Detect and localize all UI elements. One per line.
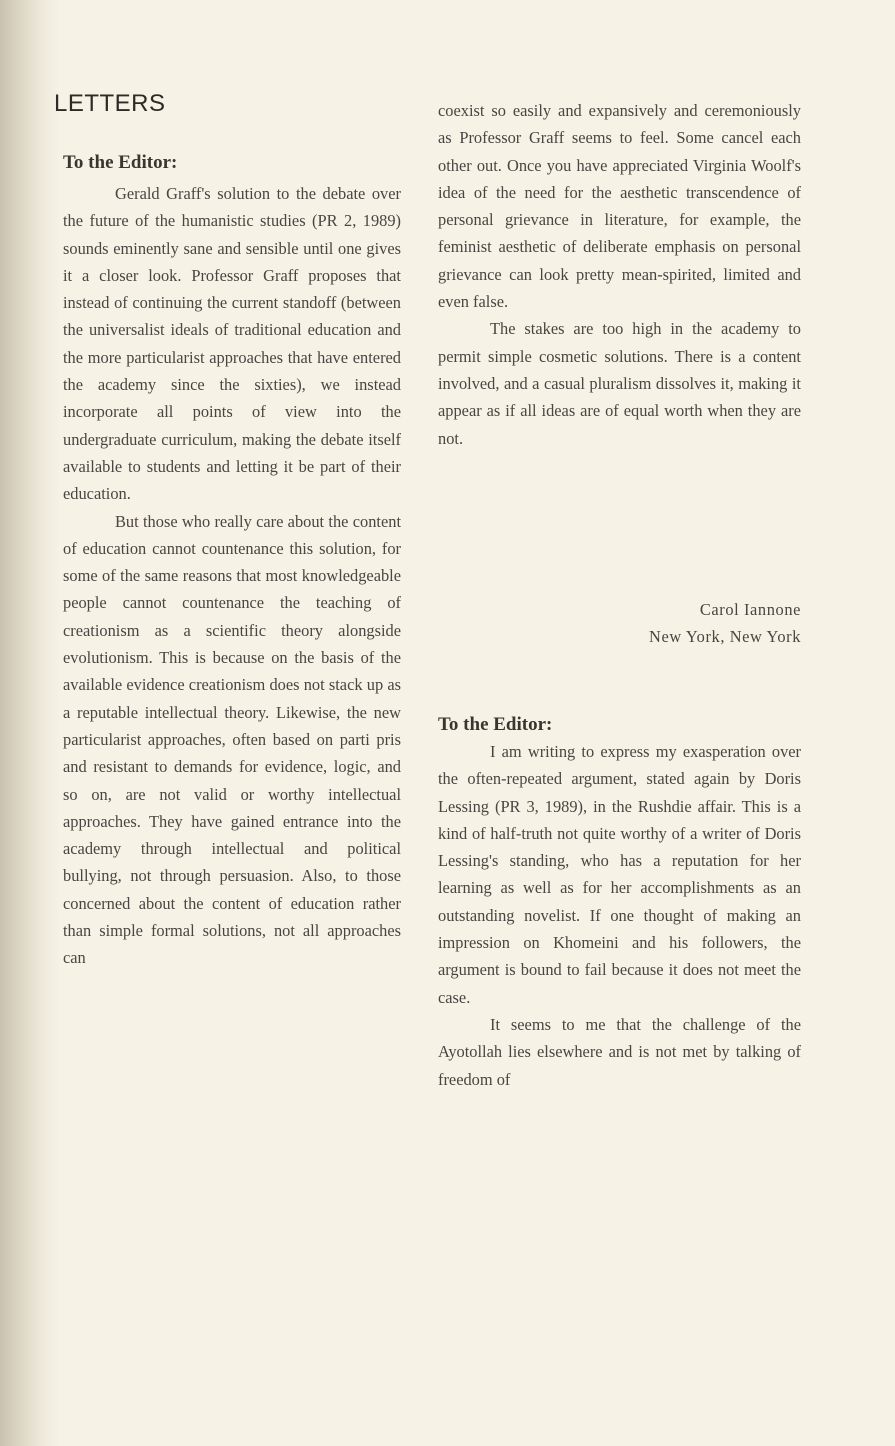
letter2-paragraph: It seems to me that the challenge of the Ayotollah lies elsewhere and is not met by talking of freedom of [438, 1014, 801, 1089]
letter1-body-right [438, 97, 801, 452]
letter1-body-left [63, 180, 401, 972]
letter1-paragraph: coexist so easily and expansively and ceremoniously as Professor Graff seems to feel. Some cancel each other out. Once you have appreciated Virginia Woolf's idea of the need for the aesthetic transcendence of personal grievance in literature, for example, the feminist aesthetic of deliberate emphasis on personal grievance can look pretty mean-spirited, limited and even false. [438, 101, 801, 312]
section-title: LETTERS [54, 90, 166, 117]
signature-name: Carol Iannone [699, 600, 801, 619]
letter2-salutation: To the Editor: [438, 714, 553, 735]
letter1-signature [649, 596, 801, 651]
letter1-paragraph: Gerald Graff's solution to the debate over the future of the humanistic studies (PR 2, 1989) sounds eminently sane and sensible until one gives it a closer look. Professor Graff proposes that instead of continuing the current standoff (between the universalist ideals of traditional education and the more particularist approaches that have entered the academy since the sixties), we instead incorporate all points of view into the undergraduate curriculum, making the debate itself available to students and letting it be part of their education. [63, 184, 401, 504]
letter1-salutation: To the Editor: [63, 152, 178, 173]
signature-place: New York, New York [649, 627, 801, 647]
letter1-paragraph: But those who really care about the content of education cannot countenance this solution, for some of the same reasons that most knowledgeable people cannot countenance the teaching of creationism as a scientific theory alongside evolutionism. This is because on the basis of the available evidence creationism does not stack up as a reputable intellectual theory. Likewise, the new particularist approaches, often based on parti pris and resistant to demands for evidence, logic, and so on, are not valid or worthy intellectual approaches. They have gained entrance into the academy through intellectual and political bullying, not through persuasion. Also, to those concerned about the content of education rather than simple formal solutions, not all approaches can [63, 511, 401, 968]
letter2-paragraph: I am writing to express my exasperation over the often-repeated argument, stated again by Doris Lessing (PR 3, 1989), in the Rushdie affair. This is a kind of half-truth not quite worthy of a writer of Doris Lessing's standing, who has a reputation for her learning as well as for her accomplishments as an outstanding novelist. If one thought of making an impression on Khomeini and his followers, the argument is bound to fail because it does not meet the case. [438, 742, 801, 1007]
page-binding-shadow [0, 0, 60, 1446]
letter1-paragraph: The stakes are too high in the academy to permit simple cosmetic solutions. There is a content involved, and a casual pluralism dissolves it, making it appear as if all ideas are of equal worth when they are not. [438, 319, 801, 448]
letter2-body [438, 738, 801, 1093]
